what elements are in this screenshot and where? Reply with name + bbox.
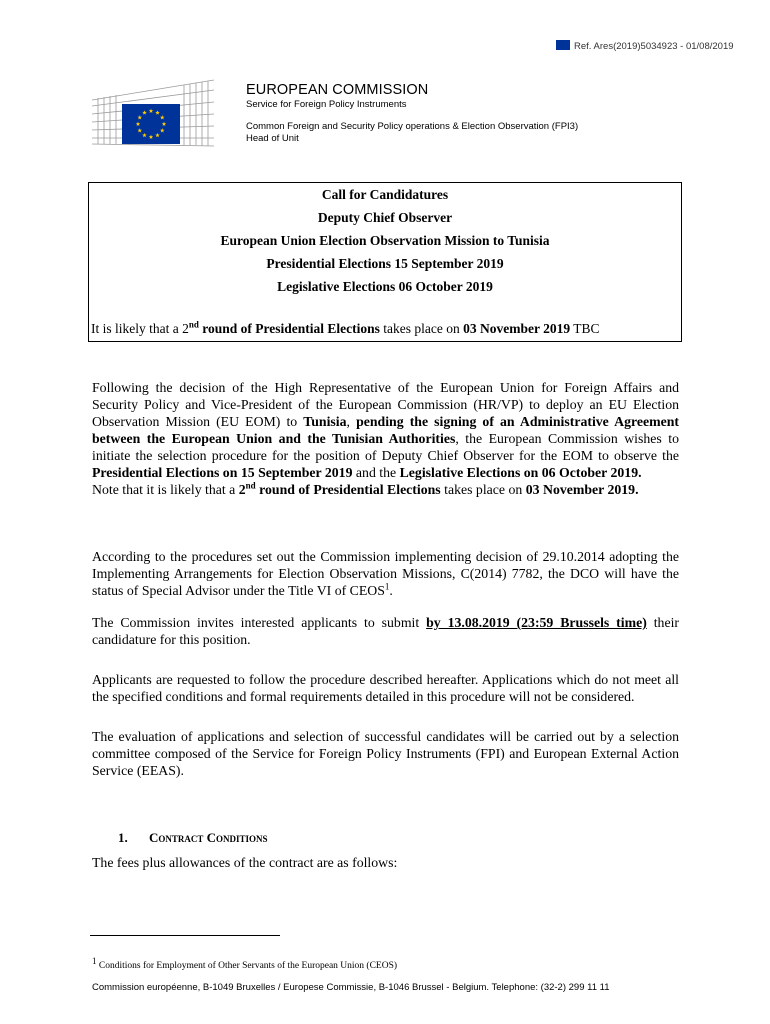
call-for-candidatures-box [88, 182, 682, 342]
page-footer: Commission européenne, B-1049 Bruxelles / Europese Commissie, B-1046 Brussel - Belgium. Telephone: (32-2) 299 11 11 [92, 982, 610, 993]
paragraph-intro: Following the decision of the High Representative of the European Union for Foreign Affairs and Security Policy and Vice-President of the European Commission (HR/VP) to deploy an EU Election Observation Mission (EU EOM) to Tunisia, pending the signing of an Administrative Agreement between the European Union and the Tunisian Authorities, the European Commission wishes to initiate the selection procedure for the position of Deputy Chief Observer for the EOM to observe the Presidential Elections on 15 September 2019 and the Legislative Elections on 06 October 2019. Note that it is likely that a 2nd round of Presidential Elections takes place on 03 November 2019. [92, 380, 679, 497]
european-commission-logo [90, 78, 214, 150]
call-title: Call for Candidatures [321, 187, 449, 202]
paragraph-fees: The fees plus allowances of the contract are as follows: [92, 855, 398, 870]
call-note: It is likely that a 2nd round of Presidential Elections takes place on 03 November 2019 TBC [91, 319, 600, 336]
call-position: Deputy Chief Observer [317, 210, 453, 225]
section-heading-contract-conditions: 1. Contract Conditions [118, 830, 268, 845]
paragraph-deadline: The Commission invites interested applicants to submit by 13.08.2019 (23:59 Brussels time) their candidature for this position. [92, 615, 680, 647]
footnote: $^1$ Conditions for Employment of Other Servants of the European Union (CEOS) [92, 956, 398, 972]
reference-stamp [556, 40, 734, 52]
footnote-ref: 1 [384, 581, 390, 592]
reference-text: Ref. Ares(2019)5034923 - 01/08/2019 [574, 41, 734, 52]
call-legislative: Legislative Elections 06 October 2019 [277, 279, 493, 294]
letterhead [246, 82, 578, 145]
call-presidential: Presidential Elections 15 September 2019 [266, 256, 504, 271]
paragraph-requirements: Applicants are requested to follow the procedure described hereafter. Applications which do not meet all the specified conditions and formal requirements detailed in this procedure will not be considered. [92, 672, 679, 704]
organisation-name: EUROPEAN COMMISSION [246, 82, 429, 98]
unit-name: Common Foreign and Security Policy operations & Election Observation (FPI3) [246, 121, 579, 132]
service-name: Service for Foreign Policy Instruments [246, 99, 407, 110]
paragraph-procedures: According to the procedures set out the Commission implementing decision of 29.10.2014 adopting the Implementing Arrangements for Election Observation Missions, C(2014) 7782, the DCO will have the status of Special Advisor under the Title VI of CEOS$^1$. [92, 549, 679, 598]
deadline: by 13.08.2019 (23:59 Brussels time) [426, 615, 647, 630]
call-mission: European Union Election Observation Mission to Tunisia [220, 233, 550, 248]
role-name: Head of Unit [246, 133, 299, 144]
footnote-separator [90, 935, 280, 936]
paragraph-evaluation: The evaluation of applications and selection of successful candidates will be carried out by a selection committee composed of the Service for Foreign Policy Instruments (FPI) and European External Action Service (EEAS). [92, 729, 679, 778]
eu-flag-icon [556, 40, 570, 50]
